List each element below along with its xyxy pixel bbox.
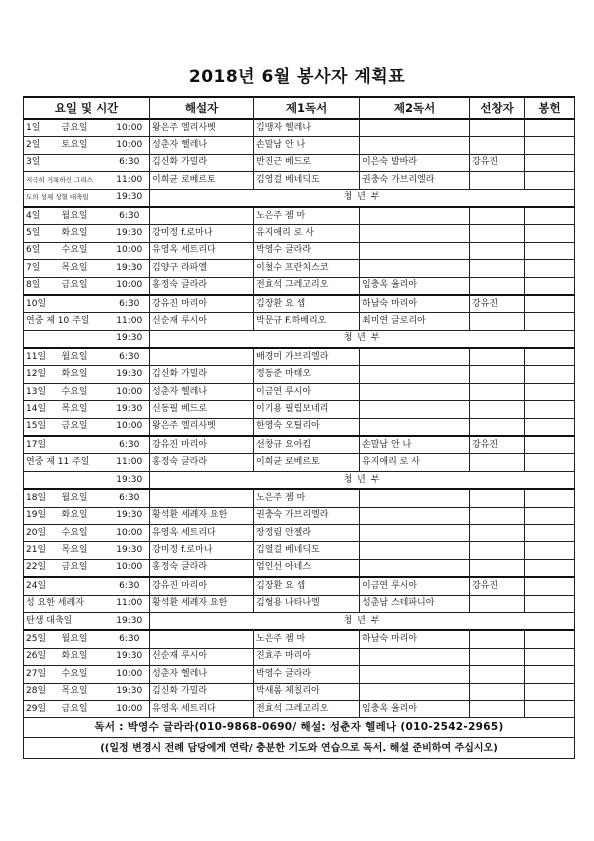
time-cell: 6:30 xyxy=(110,489,150,507)
offering-cell xyxy=(525,630,575,648)
day-cell: 2일 xyxy=(24,137,60,154)
time-cell: 19:30 xyxy=(110,401,150,418)
weekday-cell: 월요일 xyxy=(60,630,110,648)
header-cantor: 선창자 xyxy=(470,97,525,119)
day-cell: 5일 xyxy=(24,225,60,242)
day-cell: 7일 xyxy=(24,260,60,277)
cantor-cell: 강유진 xyxy=(470,154,525,171)
reading1-cell: 박새롬 체칠리아 xyxy=(254,683,360,700)
table-row xyxy=(24,648,575,665)
weekday-cell: 수요일 xyxy=(60,524,110,541)
weekday-cell: 수요일 xyxy=(60,383,110,400)
reading2-cell xyxy=(360,559,470,577)
commentator-cell: 유영옥 세트리다 xyxy=(150,524,254,541)
table-row xyxy=(24,524,575,541)
reading1-cell: 이철수 프란치스코 xyxy=(254,260,360,277)
youth-group-cell: 청 년 부 xyxy=(150,330,575,348)
offering-cell xyxy=(525,577,575,595)
time-cell: 6:30 xyxy=(110,295,150,313)
table-row xyxy=(24,542,575,559)
reading1-cell: 박영수 글라라 xyxy=(254,666,360,683)
cantor-cell xyxy=(470,524,525,541)
table-row xyxy=(24,366,575,383)
reading1-cell: 유지애리 로 사 xyxy=(254,225,360,242)
table-row xyxy=(24,454,575,471)
time-cell: 10:00 xyxy=(110,559,150,577)
weekday-cell xyxy=(60,154,110,171)
time-cell: 19:30 xyxy=(110,366,150,383)
table-row xyxy=(24,471,575,489)
header-day-time: 요일 및 시간 xyxy=(24,97,150,119)
reading2-cell xyxy=(360,418,470,436)
table-row xyxy=(24,418,575,436)
day-cell: 19일 xyxy=(24,507,60,524)
time-cell: 19:30 xyxy=(110,612,150,630)
reading1-cell: 전효석 그레고리오 xyxy=(254,277,360,295)
weekday-cell: 화요일 xyxy=(60,507,110,524)
commentator-cell: 김양구 라파엘 xyxy=(150,260,254,277)
reading1-cell: 김열걸 베네딕도 xyxy=(254,542,360,559)
table-row xyxy=(24,559,575,577)
weekday-cell: 금요일 xyxy=(60,418,110,436)
day-cell: 29일 xyxy=(24,700,60,717)
day-cell: 25일 xyxy=(24,630,60,648)
table-row xyxy=(24,577,575,595)
offering-cell xyxy=(525,401,575,418)
weekday-cell: 금요일 xyxy=(60,559,110,577)
commentator-cell: 왕은주 엘리사벳 xyxy=(150,418,254,436)
reading2-cell xyxy=(360,401,470,418)
cantor-cell xyxy=(470,172,525,189)
reading1-cell: 엄인선 아네스 xyxy=(254,559,360,577)
reading1-cell: 배경미 가브리엘라 xyxy=(254,348,360,366)
reading1-cell: 김장환 요 셉 xyxy=(254,577,360,595)
table-row xyxy=(24,242,575,259)
commentator-cell: 신순재 루시아 xyxy=(150,648,254,665)
cantor-cell xyxy=(470,207,525,225)
reading2-cell xyxy=(360,507,470,524)
reading1-cell: 장정림 안젤라 xyxy=(254,524,360,541)
offering-cell xyxy=(525,225,575,242)
day-cell: 4일 xyxy=(24,207,60,225)
offering-cell xyxy=(525,366,575,383)
table-row xyxy=(24,172,575,189)
commentator-cell: 강미정 f.로마나 xyxy=(150,225,254,242)
schedule-table xyxy=(23,96,575,759)
commentator-cell: 성춘자 헬레나 xyxy=(150,666,254,683)
day-cell: 13일 xyxy=(24,383,60,400)
offering-cell xyxy=(525,648,575,665)
commentator-cell: 강미정 f.로마나 xyxy=(150,542,254,559)
reading2-cell: 하남숙 마리아 xyxy=(360,630,470,648)
weekday-cell: 수요일 xyxy=(60,666,110,683)
reading2-cell: 이은숙 발바라 xyxy=(360,154,470,171)
reading2-cell xyxy=(360,366,470,383)
table-row xyxy=(24,225,575,242)
reading2-cell xyxy=(360,348,470,366)
day-cell: 3일 xyxy=(24,154,60,171)
time-cell: 10:00 xyxy=(110,277,150,295)
commentator-cell: 강유진 마리아 xyxy=(150,436,254,454)
day-cell: 11일 xyxy=(24,348,60,366)
time-cell: 6:30 xyxy=(110,207,150,225)
weekday-cell: 목요일 xyxy=(60,401,110,418)
cantor-cell xyxy=(470,700,525,717)
reading1-cell: 한영숙 오틸리아 xyxy=(254,418,360,436)
commentator-cell: 성춘자 헬레나 xyxy=(150,383,254,400)
offering-cell xyxy=(525,313,575,330)
footer-contact-row xyxy=(24,718,575,738)
reading2-cell xyxy=(360,683,470,700)
day-cell: 지극히 거룩하신 그리스 xyxy=(24,172,60,189)
cantor-cell xyxy=(470,683,525,700)
reading2-cell: 임충옥 율리아 xyxy=(360,700,470,717)
time-cell: 11:00 xyxy=(110,172,150,189)
time-cell: 10:00 xyxy=(110,383,150,400)
time-cell: 11:00 xyxy=(110,313,150,330)
cantor-cell xyxy=(470,630,525,648)
weekday-cell xyxy=(60,295,110,313)
commentator-cell: 신동필 베드로 xyxy=(150,401,254,418)
commentator-cell xyxy=(150,630,254,648)
weekday-cell xyxy=(60,471,110,489)
reading1-cell: 노은주 젬 마 xyxy=(254,207,360,225)
cantor-cell xyxy=(470,542,525,559)
time-cell: 19:30 xyxy=(110,330,150,348)
reading2-cell xyxy=(360,489,470,507)
reading2-cell xyxy=(360,648,470,665)
weekday-cell: 목요일 xyxy=(60,542,110,559)
time-cell: 19:30 xyxy=(110,225,150,242)
table-row xyxy=(24,507,575,524)
reading2-cell xyxy=(360,225,470,242)
reading2-cell: 최미연 글로리아 xyxy=(360,313,470,330)
weekday-cell: 목요일 xyxy=(60,260,110,277)
table-row xyxy=(24,612,575,630)
commentator-cell xyxy=(150,348,254,366)
commentator-cell: 김신화 가밀라 xyxy=(150,683,254,700)
day-cell xyxy=(24,330,60,348)
cantor-cell xyxy=(470,595,525,612)
reading2-cell xyxy=(360,542,470,559)
table-row xyxy=(24,630,575,648)
commentator-cell: 황석환 세례자 요한 xyxy=(150,595,254,612)
reading2-cell xyxy=(360,383,470,400)
offering-cell xyxy=(525,454,575,471)
cantor-cell xyxy=(470,225,525,242)
cantor-cell xyxy=(470,559,525,577)
commentator-cell: 강유진 마리아 xyxy=(150,577,254,595)
day-cell: 26일 xyxy=(24,648,60,665)
reading1-cell: 김형용 나타나엘 xyxy=(254,595,360,612)
cantor-cell xyxy=(470,383,525,400)
weekday-cell: 목요일 xyxy=(60,683,110,700)
weekday-cell: 금요일 xyxy=(60,119,110,137)
commentator-cell xyxy=(150,489,254,507)
reading1-cell: 권충숙 가브리엘라 xyxy=(254,507,360,524)
cantor-cell xyxy=(470,366,525,383)
day-cell: 21일 xyxy=(24,542,60,559)
commentator-cell: 김신화 가밀라 xyxy=(150,154,254,171)
cantor-cell: 강유진 xyxy=(470,295,525,313)
offering-cell xyxy=(525,436,575,454)
offering-cell xyxy=(525,524,575,541)
reading2-cell: 권충숙 가브리엘라 xyxy=(360,172,470,189)
offering-cell xyxy=(525,418,575,436)
reading2-cell xyxy=(360,524,470,541)
weekday-cell: 토요일 xyxy=(60,137,110,154)
offering-cell xyxy=(525,683,575,700)
table-row xyxy=(24,119,575,137)
cantor-cell xyxy=(470,242,525,259)
day-cell: 20일 xyxy=(24,524,60,541)
reading1-cell: 노은주 젬 마 xyxy=(254,489,360,507)
table-row xyxy=(24,348,575,366)
commentator-cell: 유영옥 세트리다 xyxy=(150,242,254,259)
day-cell: 10일 xyxy=(24,295,60,313)
day-cell: 18일 xyxy=(24,489,60,507)
reading2-cell: 성춘남 스테파니아 xyxy=(360,595,470,612)
time-cell: 10:00 xyxy=(110,418,150,436)
time-cell: 11:00 xyxy=(110,595,150,612)
day-cell: 12일 xyxy=(24,366,60,383)
time-cell: 10:00 xyxy=(110,700,150,717)
table-row xyxy=(24,700,575,717)
weekday-cell: 화요일 xyxy=(60,366,110,383)
table-row xyxy=(24,137,575,154)
table-row xyxy=(24,295,575,313)
time-cell: 19:30 xyxy=(110,189,150,207)
table-row xyxy=(24,189,575,207)
reading1-cell: 김장환 요 셉 xyxy=(254,295,360,313)
day-cell: 28일 xyxy=(24,683,60,700)
day-cell: 성 요한 세례자 xyxy=(24,595,60,612)
reading1-cell: 선창규 요아킴 xyxy=(254,436,360,454)
offering-cell xyxy=(525,277,575,295)
cantor-cell xyxy=(470,401,525,418)
time-cell: 6:30 xyxy=(110,577,150,595)
weekday-cell: 월요일 xyxy=(60,207,110,225)
offering-cell xyxy=(525,348,575,366)
cantor-cell xyxy=(470,648,525,665)
reading1-cell: 박영수 글라라 xyxy=(254,242,360,259)
reading1-cell: 이금연 루시아 xyxy=(254,383,360,400)
table-row xyxy=(24,683,575,700)
offering-cell xyxy=(525,489,575,507)
cantor-cell: 강유진 xyxy=(470,577,525,595)
day-cell: 연중 제 10 주일 xyxy=(24,313,60,330)
reading2-cell xyxy=(360,207,470,225)
time-cell: 10:00 xyxy=(110,119,150,137)
day-cell: 8일 xyxy=(24,277,60,295)
cantor-cell xyxy=(470,277,525,295)
day-cell: 14일 xyxy=(24,401,60,418)
reading2-cell xyxy=(360,119,470,137)
cantor-cell xyxy=(470,260,525,277)
cantor-cell xyxy=(470,454,525,471)
reading1-cell: 반진근 베드로 xyxy=(254,154,360,171)
reading2-cell xyxy=(360,260,470,277)
commentator-cell xyxy=(150,207,254,225)
offering-cell xyxy=(525,559,575,577)
time-cell: 10:00 xyxy=(110,242,150,259)
reading1-cell: 김영걸 베네딕도 xyxy=(254,172,360,189)
offering-cell xyxy=(525,119,575,137)
weekday-cell: 금요일 xyxy=(60,700,110,717)
offering-cell xyxy=(525,507,575,524)
reading1-cell: 진효주 마리아 xyxy=(254,648,360,665)
weekday-cell: 월요일 xyxy=(60,348,110,366)
offering-cell xyxy=(525,242,575,259)
day-cell: 24일 xyxy=(24,577,60,595)
reading1-cell: 김맹자 헬레나 xyxy=(254,119,360,137)
reading2-cell xyxy=(360,137,470,154)
footer-note-row xyxy=(24,738,575,759)
commentator-cell: 김신화 가밀라 xyxy=(150,366,254,383)
youth-group-cell: 청 년 부 xyxy=(150,189,575,207)
offering-cell xyxy=(525,207,575,225)
table-row xyxy=(24,489,575,507)
reading2-cell: 임충옥 율리아 xyxy=(360,277,470,295)
time-cell: 6:30 xyxy=(110,348,150,366)
offering-cell xyxy=(525,542,575,559)
table-row xyxy=(24,436,575,454)
table-row xyxy=(24,277,575,295)
table-row xyxy=(24,666,575,683)
time-cell: 6:30 xyxy=(110,436,150,454)
day-cell: 22일 xyxy=(24,559,60,577)
cantor-cell xyxy=(470,507,525,524)
time-cell: 19:30 xyxy=(110,648,150,665)
day-cell: 도의 성체 성혈 대축일 xyxy=(24,189,60,207)
header-offering: 봉헌 xyxy=(525,97,575,119)
table-row xyxy=(24,330,575,348)
time-cell: 11:00 xyxy=(110,454,150,471)
time-cell: 19:30 xyxy=(110,683,150,700)
time-cell: 19:30 xyxy=(110,260,150,277)
table-row xyxy=(24,313,575,330)
table-row xyxy=(24,154,575,171)
footer-contact: 독서 : 박영수 글라라(010-9868-0690/ 해설: 성춘자 헬레나 (010-2542-2965) xyxy=(24,718,575,738)
cantor-cell xyxy=(470,489,525,507)
weekday-cell xyxy=(60,577,110,595)
offering-cell xyxy=(525,666,575,683)
time-cell: 19:30 xyxy=(110,471,150,489)
commentator-cell: 왕은주 엘리사벳 xyxy=(150,119,254,137)
offering-cell xyxy=(525,700,575,717)
reading2-cell: 이금연 루시아 xyxy=(360,577,470,595)
commentator-cell: 유영옥 세트리다 xyxy=(150,700,254,717)
reading1-cell: 이희균 로베르토 xyxy=(254,454,360,471)
day-cell: 6일 xyxy=(24,242,60,259)
commentator-cell: 황석환 세례자 요한 xyxy=(150,507,254,524)
reading1-cell: 노은주 젬 마 xyxy=(254,630,360,648)
reading1-cell: 전효석 그레고리오 xyxy=(254,700,360,717)
cantor-cell: 강유진 xyxy=(470,436,525,454)
offering-cell xyxy=(525,595,575,612)
offering-cell xyxy=(525,260,575,277)
offering-cell xyxy=(525,172,575,189)
day-cell xyxy=(24,471,60,489)
youth-group-cell: 청 년 부 xyxy=(150,612,575,630)
commentator-cell: 홍정숙 글라라 xyxy=(150,454,254,471)
weekday-cell: 화요일 xyxy=(60,225,110,242)
time-cell: 6:30 xyxy=(110,630,150,648)
day-cell: 1일 xyxy=(24,119,60,137)
youth-group-cell: 청 년 부 xyxy=(150,471,575,489)
reading1-cell: 박문규 F.하베리오 xyxy=(254,313,360,330)
offering-cell xyxy=(525,295,575,313)
weekday-cell: 화요일 xyxy=(60,648,110,665)
commentator-cell: 강유진 마리아 xyxy=(150,295,254,313)
reading2-cell xyxy=(360,242,470,259)
weekday-cell xyxy=(60,436,110,454)
time-cell: 10:00 xyxy=(110,524,150,541)
time-cell: 10:00 xyxy=(110,666,150,683)
time-cell: 6:30 xyxy=(110,154,150,171)
cantor-cell xyxy=(470,137,525,154)
commentator-cell: 홍정숙 글라라 xyxy=(150,277,254,295)
header-row xyxy=(24,97,575,119)
time-cell: 19:30 xyxy=(110,507,150,524)
table-row xyxy=(24,595,575,612)
commentator-cell: 홍정숙 글라라 xyxy=(150,559,254,577)
day-cell: 27일 xyxy=(24,666,60,683)
day-cell: 15일 xyxy=(24,418,60,436)
time-cell: 10:00 xyxy=(110,137,150,154)
weekday-cell: 수요일 xyxy=(60,242,110,259)
offering-cell xyxy=(525,383,575,400)
footer-note: ((일정 변경시 전례 담당에게 연락/ 충분한 기도와 연습으로 독서. 해설 준비하여 주십시오) xyxy=(24,738,575,759)
weekday-cell: 월요일 xyxy=(60,489,110,507)
schedule-body xyxy=(24,119,575,718)
header-commentator: 해설자 xyxy=(150,97,254,119)
table-row xyxy=(24,207,575,225)
commentator-cell: 성춘자 헬레나 xyxy=(150,137,254,154)
commentator-cell: 신순재 루시아 xyxy=(150,313,254,330)
cantor-cell xyxy=(470,418,525,436)
reading2-cell: 하남숙 마리아 xyxy=(360,295,470,313)
header-reading1: 제1독서 xyxy=(254,97,360,119)
cantor-cell xyxy=(470,666,525,683)
cantor-cell xyxy=(470,348,525,366)
offering-cell xyxy=(525,137,575,154)
time-cell: 19:30 xyxy=(110,542,150,559)
header-reading2: 제2독서 xyxy=(360,97,470,119)
offering-cell xyxy=(525,154,575,171)
cantor-cell xyxy=(470,313,525,330)
reading1-cell: 손말남 안 나 xyxy=(254,137,360,154)
reading1-cell: 이기용 필립보네리 xyxy=(254,401,360,418)
cantor-cell xyxy=(470,119,525,137)
page-title: 2018년 6월 봉사자 계획표 xyxy=(188,67,406,87)
weekday-cell: 금요일 xyxy=(60,277,110,295)
day-cell: 연중 제 11 주일 xyxy=(24,454,60,471)
table-row xyxy=(24,401,575,418)
reading2-cell: 손말남 안 나 xyxy=(360,436,470,454)
reading1-cell: 정동준 마태오 xyxy=(254,366,360,383)
day-cell: 17일 xyxy=(24,436,60,454)
reading2-cell: 유지애리 로 사 xyxy=(360,454,470,471)
commentator-cell: 이희균 로베르토 xyxy=(150,172,254,189)
table-row xyxy=(24,260,575,277)
weekday-cell xyxy=(60,330,110,348)
day-cell: 탄생 대축일 xyxy=(24,612,60,630)
reading2-cell xyxy=(360,666,470,683)
table-row xyxy=(24,383,575,400)
